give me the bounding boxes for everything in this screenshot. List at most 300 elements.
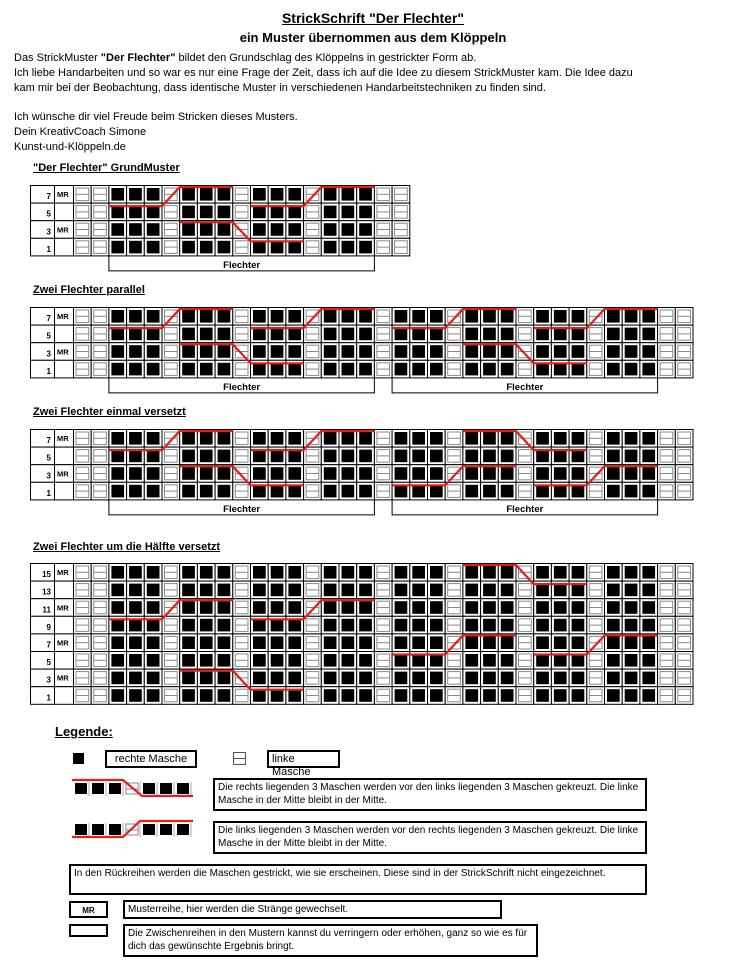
purl-stitch bbox=[519, 654, 532, 667]
purl-stitch bbox=[94, 636, 107, 649]
knit-stitch bbox=[200, 241, 213, 254]
purl-stitch bbox=[306, 654, 319, 667]
purl-stitch bbox=[589, 328, 602, 341]
purl-stitch bbox=[519, 450, 532, 463]
purl-stitch bbox=[589, 363, 602, 376]
knit-stitch bbox=[288, 566, 301, 579]
knit-stitch bbox=[200, 363, 213, 376]
row-number: 5 bbox=[46, 209, 51, 219]
purl-stitch bbox=[377, 450, 390, 463]
mr-label: MR bbox=[57, 673, 69, 683]
section-title-grundmuster: "Der Flechter" GrundMuster bbox=[33, 162, 180, 174]
knit-stitch bbox=[182, 566, 195, 579]
knit-stitch bbox=[218, 450, 231, 463]
knit-stitch bbox=[430, 672, 443, 685]
knit-stitch bbox=[253, 223, 266, 236]
knit-stitch bbox=[147, 206, 160, 219]
back-rows-note: In den Rückreihen werden die Maschen gestrickt, wie sie erscheinen. Diese sind in der StrickSchrift nicht eingezeichnet. bbox=[69, 864, 647, 895]
purl-stitch bbox=[377, 689, 390, 702]
knit-stitch bbox=[554, 619, 567, 632]
mr-cell bbox=[55, 687, 74, 705]
purl-stitch bbox=[76, 636, 89, 649]
purl-stitch bbox=[678, 566, 691, 579]
knit-stitch bbox=[642, 363, 655, 376]
knit-stitch bbox=[200, 432, 213, 445]
knit-stitch bbox=[395, 328, 408, 341]
knit-stitch bbox=[430, 432, 443, 445]
purl-stitch bbox=[519, 345, 532, 358]
knit-stitch bbox=[200, 188, 213, 201]
knit-stitch bbox=[288, 485, 301, 498]
knit-stitch bbox=[359, 345, 372, 358]
purl-stitch bbox=[678, 363, 691, 376]
purl-stitch bbox=[76, 363, 89, 376]
blank-row-symbol bbox=[69, 924, 108, 937]
knit-stitch bbox=[465, 654, 478, 667]
purl-stitch bbox=[306, 672, 319, 685]
knit-stitch bbox=[412, 328, 425, 341]
knit-stitch bbox=[607, 432, 620, 445]
knit-stitch bbox=[359, 328, 372, 341]
knit-stitch bbox=[642, 467, 655, 480]
flechter-bracket bbox=[392, 500, 657, 515]
knit-stitch bbox=[554, 467, 567, 480]
mr-cell bbox=[55, 238, 74, 256]
purl-stitch bbox=[94, 206, 107, 219]
purl-stitch bbox=[94, 566, 107, 579]
knit-stitch bbox=[324, 584, 337, 597]
knit-stitch bbox=[625, 432, 638, 445]
knit-stitch bbox=[465, 345, 478, 358]
knit-stitch bbox=[147, 689, 160, 702]
knit-stitch bbox=[625, 363, 638, 376]
purl-stitch bbox=[519, 636, 532, 649]
knit-stitch bbox=[342, 310, 355, 323]
mr-cell bbox=[55, 652, 74, 670]
chart-parallel bbox=[30, 307, 695, 398]
knit-stitch bbox=[147, 619, 160, 632]
purl-stitch bbox=[165, 328, 178, 341]
mr-cell bbox=[55, 203, 74, 221]
knit-stitch bbox=[465, 363, 478, 376]
purl-stitch bbox=[678, 636, 691, 649]
knit-stitch bbox=[412, 601, 425, 614]
knit-stitch bbox=[129, 206, 142, 219]
knit-stitch bbox=[607, 601, 620, 614]
knit-stitch bbox=[182, 654, 195, 667]
knit-stitch bbox=[253, 328, 266, 341]
knit-stitch bbox=[111, 328, 124, 341]
knit-stitch bbox=[572, 485, 585, 498]
purl-stitch bbox=[448, 450, 461, 463]
purl-stitch bbox=[76, 485, 89, 498]
knit-stitch bbox=[129, 654, 142, 667]
row-number: 1 bbox=[46, 366, 51, 376]
knit-stitch bbox=[160, 824, 172, 835]
knit-stitch bbox=[501, 672, 514, 685]
purl-stitch bbox=[589, 601, 602, 614]
knit-stitch bbox=[288, 223, 301, 236]
mr-symbol: MR bbox=[69, 901, 108, 918]
mr-cell bbox=[55, 325, 74, 343]
knit-stitch bbox=[465, 584, 478, 597]
knit-stitch bbox=[200, 310, 213, 323]
purl-stitch bbox=[448, 310, 461, 323]
knit-stitch bbox=[395, 345, 408, 358]
knit-label: rechte Masche bbox=[105, 750, 197, 768]
row-number: 3 bbox=[46, 471, 51, 481]
knit-stitch bbox=[483, 689, 496, 702]
purl-stitch bbox=[660, 345, 673, 358]
purl-stitch bbox=[76, 584, 89, 597]
knit-stitch bbox=[554, 654, 567, 667]
purl-stitch bbox=[589, 310, 602, 323]
purl-stitch bbox=[448, 654, 461, 667]
purl-stitch bbox=[377, 485, 390, 498]
purl-stitch bbox=[660, 584, 673, 597]
purl-stitch bbox=[519, 689, 532, 702]
purl-stitch bbox=[235, 328, 248, 341]
purl-stitch bbox=[94, 310, 107, 323]
purl-stitch bbox=[165, 363, 178, 376]
intro-line-3: kam mir bei der Beobachtung, dass identische Muster in verschiedenen Handarbeitstechniken zu finden sind. bbox=[14, 82, 546, 94]
knit-stitch bbox=[111, 584, 124, 597]
knitting-chart-svg bbox=[30, 429, 695, 520]
chart-row bbox=[31, 360, 694, 378]
knit-stitch bbox=[572, 619, 585, 632]
purl-stitch bbox=[519, 328, 532, 341]
knit-stitch bbox=[536, 363, 549, 376]
knit-stitch bbox=[129, 566, 142, 579]
purl-stitch bbox=[377, 206, 390, 219]
knit-stitch bbox=[129, 223, 142, 236]
knit-stitch bbox=[501, 345, 514, 358]
purl-stitch bbox=[165, 672, 178, 685]
knit-stitch bbox=[359, 223, 372, 236]
knit-stitch bbox=[642, 485, 655, 498]
purl-stitch bbox=[306, 241, 319, 254]
knit-stitch bbox=[288, 467, 301, 480]
knit-stitch bbox=[572, 345, 585, 358]
purl-stitch bbox=[678, 689, 691, 702]
knit-stitch bbox=[430, 345, 443, 358]
row-number: 11 bbox=[42, 605, 51, 615]
knitting-chart-svg bbox=[30, 185, 412, 276]
knit-stitch bbox=[182, 619, 195, 632]
knit-stitch bbox=[342, 345, 355, 358]
knit-stitch bbox=[182, 328, 195, 341]
knit-stitch bbox=[288, 363, 301, 376]
knit-stitch bbox=[218, 584, 231, 597]
cable-right-over-left-icon bbox=[72, 777, 196, 799]
knit-stitch bbox=[111, 636, 124, 649]
knit-stitch bbox=[359, 584, 372, 597]
purl-label: linke Masche bbox=[267, 750, 340, 768]
knit-stitch bbox=[625, 689, 638, 702]
purl-stitch bbox=[94, 241, 107, 254]
knit-stitch bbox=[536, 328, 549, 341]
knit-stitch bbox=[324, 467, 337, 480]
knit-stitch bbox=[642, 689, 655, 702]
blank-row-description: Die Zwischenreihen in den Mustern kannst du verringern oder erhöhen, ganz so wie es für dich das gewünschte Ergebnis bringt. bbox=[123, 924, 538, 957]
knit-stitch bbox=[554, 584, 567, 597]
purl-stitch bbox=[519, 485, 532, 498]
knit-stitch bbox=[642, 584, 655, 597]
purl-stitch bbox=[448, 566, 461, 579]
knit-stitch bbox=[430, 619, 443, 632]
row-number: 9 bbox=[46, 622, 51, 632]
knit-stitch bbox=[182, 689, 195, 702]
section-title-haelfte-versetzt: Zwei Flechter um die Hälfte versetzt bbox=[33, 541, 221, 553]
purl-stitch bbox=[377, 328, 390, 341]
knit-stitch bbox=[642, 432, 655, 445]
knit-stitch bbox=[483, 566, 496, 579]
knit-stitch bbox=[200, 328, 213, 341]
knit-stitch bbox=[129, 689, 142, 702]
purl-stitch bbox=[94, 601, 107, 614]
purl-stitch bbox=[235, 584, 248, 597]
knit-stitch bbox=[288, 432, 301, 445]
knit-stitch bbox=[324, 241, 337, 254]
purl-stitch bbox=[235, 467, 248, 480]
flechter-bracket bbox=[392, 378, 657, 393]
purl-stitch bbox=[519, 619, 532, 632]
knit-stitch bbox=[625, 310, 638, 323]
purl-stitch bbox=[94, 188, 107, 201]
purl-stitch bbox=[448, 345, 461, 358]
purl-stitch bbox=[94, 432, 107, 445]
knit-stitch bbox=[200, 689, 213, 702]
chart-row bbox=[31, 343, 694, 361]
knit-stitch bbox=[324, 689, 337, 702]
knit-stitch bbox=[536, 467, 549, 480]
knit-stitch bbox=[625, 485, 638, 498]
purl-stitch bbox=[448, 619, 461, 632]
knit-stitch bbox=[200, 467, 213, 480]
purl-stitch bbox=[678, 485, 691, 498]
mr-cell bbox=[55, 581, 74, 599]
knit-stitch bbox=[324, 636, 337, 649]
purl-stitch bbox=[660, 566, 673, 579]
knit-stitch bbox=[430, 584, 443, 597]
mr-label: MR bbox=[57, 434, 69, 444]
knit-stitch bbox=[501, 619, 514, 632]
purl-stitch bbox=[165, 485, 178, 498]
purl-stitch bbox=[519, 310, 532, 323]
knit-stitch bbox=[324, 485, 337, 498]
knit-stitch bbox=[642, 636, 655, 649]
knit-stitch bbox=[253, 619, 266, 632]
knit-stitch bbox=[253, 636, 266, 649]
knit-stitch bbox=[501, 450, 514, 463]
knit-stitch bbox=[75, 783, 87, 794]
purl-stitch bbox=[589, 345, 602, 358]
page-title: StrickSchrift "Der Flechter" bbox=[281, 10, 465, 26]
knit-stitch bbox=[253, 654, 266, 667]
row-number: 15 bbox=[42, 570, 51, 580]
knit-stitch bbox=[536, 584, 549, 597]
knit-stitch bbox=[288, 188, 301, 201]
knit-stitch bbox=[147, 636, 160, 649]
knit-stitch bbox=[253, 601, 266, 614]
purl-stitch bbox=[660, 689, 673, 702]
knit-stitch bbox=[75, 824, 87, 835]
knit-stitch bbox=[342, 485, 355, 498]
purl-stitch bbox=[76, 619, 89, 632]
knit-stitch bbox=[501, 485, 514, 498]
knit-stitch bbox=[200, 345, 213, 358]
knit-stitch bbox=[253, 672, 266, 685]
knit-stitch bbox=[430, 310, 443, 323]
knit-stitch bbox=[536, 450, 549, 463]
knit-stitch bbox=[483, 584, 496, 597]
purl-stitch bbox=[519, 584, 532, 597]
purl-stitch bbox=[306, 310, 319, 323]
purl-stitch bbox=[235, 345, 248, 358]
knit-stitch bbox=[271, 654, 284, 667]
mr-cell bbox=[55, 616, 74, 634]
purl-stitch bbox=[165, 223, 178, 236]
knit-stitch bbox=[483, 432, 496, 445]
knit-stitch bbox=[111, 188, 124, 201]
knit-stitch bbox=[129, 241, 142, 254]
knit-stitch bbox=[554, 432, 567, 445]
section-title-einmal-versetzt: Zwei Flechter einmal versetzt bbox=[33, 406, 186, 418]
knit-stitch bbox=[412, 345, 425, 358]
knit-stitch bbox=[129, 328, 142, 341]
purl-stitch bbox=[448, 636, 461, 649]
purl-stitch bbox=[660, 636, 673, 649]
knit-stitch bbox=[129, 345, 142, 358]
row-number: 1 bbox=[46, 244, 51, 254]
purl-stitch bbox=[235, 206, 248, 219]
row-number: 7 bbox=[46, 192, 51, 202]
knit-stitch bbox=[607, 619, 620, 632]
knit-stitch bbox=[182, 584, 195, 597]
knit-stitch bbox=[182, 450, 195, 463]
knit-stitch bbox=[200, 636, 213, 649]
purl-stitch bbox=[306, 363, 319, 376]
mr-label: MR bbox=[57, 347, 69, 357]
knit-stitch bbox=[625, 450, 638, 463]
knit-stitch bbox=[625, 654, 638, 667]
knit-stitch bbox=[395, 467, 408, 480]
knit-stitch bbox=[147, 566, 160, 579]
knit-stitch bbox=[324, 206, 337, 219]
knit-stitch bbox=[483, 345, 496, 358]
knit-stitch bbox=[412, 566, 425, 579]
knit-stitch bbox=[395, 672, 408, 685]
purl-stitch bbox=[377, 432, 390, 445]
knit-stitch bbox=[111, 206, 124, 219]
knit-stitch bbox=[572, 566, 585, 579]
purl-stitch bbox=[448, 467, 461, 480]
purl-stitch bbox=[76, 566, 89, 579]
purl-stitch bbox=[94, 363, 107, 376]
knit-stitch bbox=[554, 363, 567, 376]
purl-stitch bbox=[678, 345, 691, 358]
knit-stitch bbox=[412, 654, 425, 667]
knit-stitch bbox=[129, 450, 142, 463]
knit-stitch bbox=[271, 601, 284, 614]
knitting-chart-svg bbox=[30, 563, 695, 706]
knit-stitch bbox=[288, 450, 301, 463]
knit-stitch bbox=[218, 363, 231, 376]
knit-stitch bbox=[147, 432, 160, 445]
cable-left-over-right-icon bbox=[72, 818, 196, 840]
knit-stitch bbox=[536, 672, 549, 685]
knit-stitch bbox=[200, 450, 213, 463]
intro-text bbox=[14, 51, 734, 155]
knit-stitch bbox=[536, 345, 549, 358]
purl-stitch bbox=[165, 654, 178, 667]
knit-stitch bbox=[412, 432, 425, 445]
knit-stitch bbox=[200, 584, 213, 597]
knit-stitch bbox=[218, 654, 231, 667]
knit-stitch bbox=[625, 619, 638, 632]
purl-stitch bbox=[377, 636, 390, 649]
knit-stitch bbox=[271, 636, 284, 649]
purl-stitch bbox=[94, 223, 107, 236]
purl-stitch bbox=[377, 223, 390, 236]
knit-stitch bbox=[147, 223, 160, 236]
knit-stitch bbox=[572, 601, 585, 614]
purl-stitch bbox=[660, 619, 673, 632]
knit-stitch bbox=[218, 467, 231, 480]
purl-stitch bbox=[94, 584, 107, 597]
knit-stitch bbox=[182, 363, 195, 376]
knit-stitch bbox=[359, 432, 372, 445]
knit-stitch bbox=[253, 450, 266, 463]
bracket-label: Flechter bbox=[506, 381, 544, 393]
knit-stitch bbox=[359, 654, 372, 667]
chart-row bbox=[31, 652, 694, 670]
knit-stitch bbox=[147, 672, 160, 685]
purl-stitch-icon bbox=[233, 752, 247, 766]
purl-stitch bbox=[306, 601, 319, 614]
knit-stitch bbox=[271, 223, 284, 236]
knit-stitch bbox=[501, 328, 514, 341]
chart-row bbox=[31, 221, 410, 239]
knit-stitch bbox=[642, 450, 655, 463]
knit-stitch bbox=[412, 689, 425, 702]
purl-stitch bbox=[306, 206, 319, 219]
knit-stitch bbox=[182, 345, 195, 358]
knit-stitch bbox=[288, 584, 301, 597]
knit-stitch bbox=[182, 206, 195, 219]
knit-stitch bbox=[554, 566, 567, 579]
knit-stitch bbox=[465, 328, 478, 341]
knit-stitch bbox=[342, 636, 355, 649]
knit-stitch bbox=[218, 689, 231, 702]
purl-stitch bbox=[306, 223, 319, 236]
knit-stitch bbox=[324, 566, 337, 579]
purl-stitch bbox=[377, 566, 390, 579]
purl-stitch bbox=[306, 636, 319, 649]
chart-row bbox=[31, 581, 694, 599]
knit-stitch bbox=[572, 654, 585, 667]
knit-stitch bbox=[288, 310, 301, 323]
mr-description: Musterreihe, hier werden die Stränge gewechselt. bbox=[123, 900, 502, 919]
purl-stitch bbox=[235, 363, 248, 376]
chart-row bbox=[31, 186, 410, 204]
knit-stitch bbox=[572, 584, 585, 597]
purl-stitch bbox=[235, 636, 248, 649]
knit-stitch bbox=[271, 689, 284, 702]
knit-stitch bbox=[342, 432, 355, 445]
knit-stitch bbox=[395, 432, 408, 445]
knit-stitch bbox=[554, 450, 567, 463]
